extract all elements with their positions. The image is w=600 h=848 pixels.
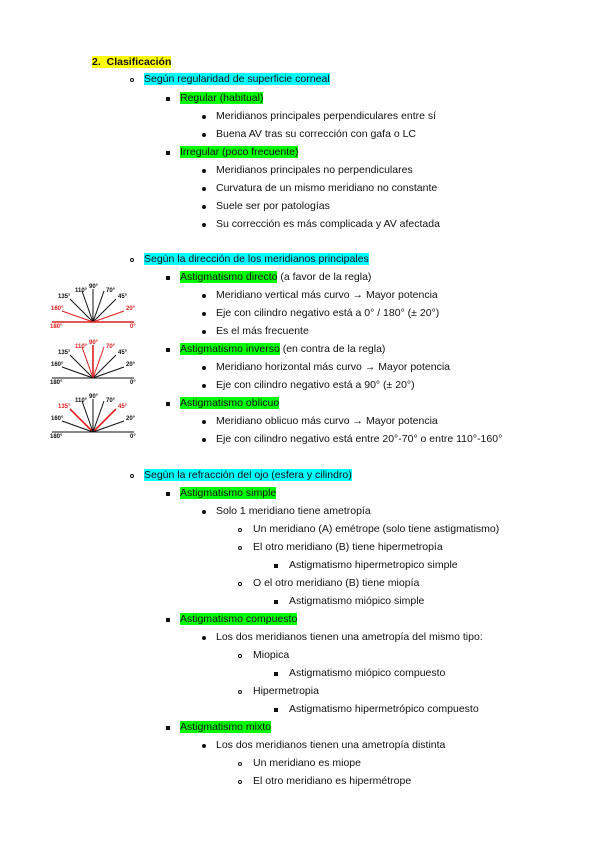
fig1-label-160: 160° [51,306,64,312]
fig3-label-70: 70° [106,398,116,404]
bullet-icon [202,133,206,137]
fig1-label-90: 90° [89,284,99,290]
ring-bullet-icon [130,258,134,262]
ring-bullet-icon [238,762,242,766]
fig1-label-70: 70° [106,288,116,294]
square-bullet-icon [166,402,170,406]
astigmatism-inverse-diagram [48,338,144,386]
bullet-icon [202,205,206,209]
fig3-label-135: 135° [58,404,71,410]
list-item: Meridianos principales no perpendiculares [216,164,413,176]
ring-bullet-icon [238,528,242,532]
square-bullet-icon [166,97,170,101]
list-item: Miopica [253,649,290,661]
fig1-label-110: 110° [75,288,88,294]
ring-bullet-icon [238,582,242,586]
fig3-label-160: 160° [51,416,64,422]
fig2-label-45: 45° [118,350,128,356]
fig2-label-135: 135° [58,350,71,356]
fig2-label-0: 0° [130,380,136,386]
bullet-icon [202,115,206,119]
square-bullet-icon [274,564,278,568]
fig3-label-0: 0° [130,434,136,440]
section-heading [92,56,171,69]
square-bullet-icon [166,726,170,730]
list-item: Un meridiano es miope [253,757,361,769]
list-item: El otro meridiano (B) tiene hipermetropía [253,541,443,553]
list-item: O el otro meridiano (B) tiene miopía [253,577,420,589]
ring-bullet-icon [238,546,242,550]
fig1-label-45: 45° [118,294,128,300]
bullet-icon [202,636,206,640]
list-item: Su corrección es más complicada y AV afectada [216,218,440,230]
bullet-icon [202,366,206,370]
subsection-label: Astigmatismo inverso (en contra de la regla) [180,343,386,355]
list-item: Astigmatismo hipermetropico simple [289,559,458,571]
list-item: Eje con cilindro negativo está a 90° (± 20°) [216,379,415,391]
bullet-icon [202,510,206,514]
list-item: Los dos meridianos tienen una ametropía del mismo tipo: [216,631,483,643]
group-title: Según la dirección de los meridianos principales [144,253,369,265]
bullet-icon [202,744,206,748]
bullet-icon [202,294,206,298]
square-bullet-icon [166,618,170,622]
bullet-icon [202,438,206,442]
ring-bullet-icon [238,780,242,784]
subsection-label: Astigmatismo oblicuo [180,397,280,409]
fig3-label-90: 90° [89,394,99,400]
fig2-label-90: 90° [89,340,99,346]
bullet-icon [202,169,206,173]
bullet-icon [202,420,206,424]
square-bullet-icon [274,600,278,604]
subsection-label: Astigmatismo directo (a favor de la regla) [180,271,372,283]
fig2-label-70: 70° [106,344,116,350]
bullet-icon [202,187,206,191]
astigmatism-oblique-diagram [48,392,144,440]
list-item: Astigmatismo hipermetrópico compuesto [289,703,479,715]
subsection-label: Astigmatismo compuesto [180,613,298,625]
square-bullet-icon [166,151,170,155]
list-item: Solo 1 meridiano tiene ametropía [216,505,371,517]
ring-bullet-icon [238,654,242,658]
square-bullet-icon [274,708,278,712]
list-item: Astigmatismo miópico simple [289,595,425,607]
bullet-icon [202,312,206,316]
fig1-label-180: 180° [50,324,63,330]
subsection-label: Regular (habitual) [180,92,264,104]
list-item: Un meridiano (A) emétrope (solo tiene astigmatismo) [253,523,500,535]
fig1-label-0: 0° [130,324,136,330]
list-item: Hipermetropia [253,685,319,697]
subsection-label: Astigmatismo mixto [180,721,272,733]
bullet-icon [202,223,206,227]
fig1-label-135: 135° [58,294,71,300]
subsection-label: Astigmatismo simple [180,487,277,499]
list-item: Eje con cilindro negativo está a 0° / 180° (± 20°) [216,307,440,319]
list-item: Meridiano vertical más curvo → Mayor potencia [216,289,438,301]
section-title: Clasificación [106,56,172,68]
list-item: Meridiano horizontal más curvo → Mayor potencia [216,361,451,373]
fig2-label-160: 160° [51,362,64,368]
bullet-icon [202,384,206,388]
list-item: Curvatura de un mismo meridiano no constante [216,182,438,194]
square-bullet-icon [166,276,170,280]
list-item: Meridianos principales perpendiculares entre sí [216,110,437,122]
fig3-label-180: 180° [50,434,63,440]
list-item: Meridiano oblicuo más curvo → Mayor potencia [216,415,438,427]
fig2-label-180: 180° [50,380,63,386]
fig2-label-110: 110° [75,344,88,350]
group-title: Según la refracción del ojo (esfera y cilindro) [144,469,352,481]
list-item: Suele ser por patologías [216,200,330,212]
ring-bullet-icon [238,690,242,694]
list-item: El otro meridiano es hipermétrope [253,775,412,787]
square-bullet-icon [166,492,170,496]
fig2-label-20: 20° [126,362,136,368]
list-item: Buena AV tras su corrección con gafa o LC [216,128,417,140]
fig3-label-20: 20° [126,416,136,422]
square-bullet-icon [274,672,278,676]
section-number: 2. [92,56,101,68]
fig3-label-110: 110° [75,398,88,404]
subsection-label: Irregular (poco frecuente) [180,146,299,158]
list-item: Los dos meridianos tienen una ametropía distinta [216,739,446,751]
square-bullet-icon [166,348,170,352]
astigmatism-direct-diagram [48,282,144,330]
group-title: Según regularidad de superficie corneal [144,73,330,85]
ring-bullet-icon [130,78,134,82]
list-item: Astigmatismo miópico compuesto [289,667,446,679]
list-item: Eje con cilindro negativo está entre 20°-70° o entre 110°-160° [216,433,503,445]
ring-bullet-icon [130,474,134,478]
fig3-label-45: 45° [118,404,128,410]
bullet-icon [202,330,206,334]
list-item: Es el más frecuente [216,325,309,337]
fig1-label-20: 20° [126,306,136,312]
